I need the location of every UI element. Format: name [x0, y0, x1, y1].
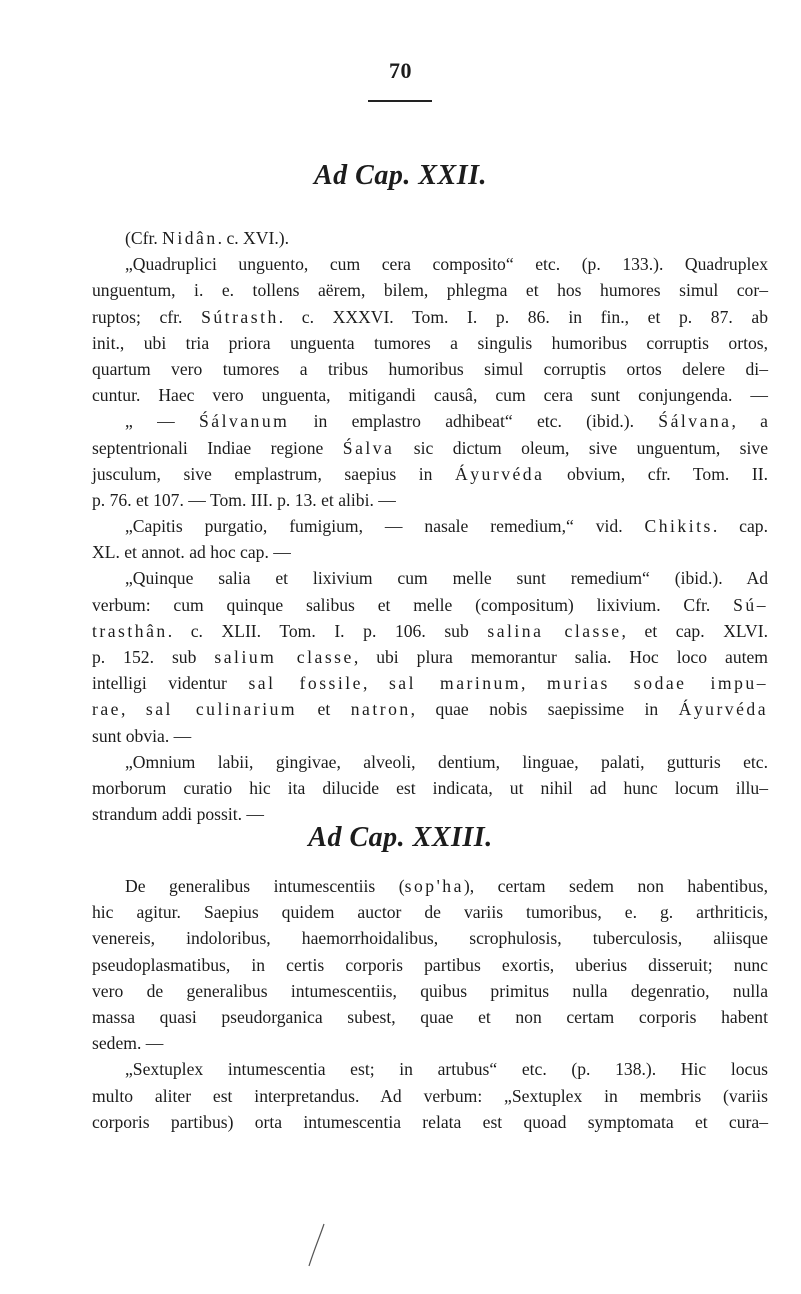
text-line [92, 251, 768, 277]
section-heading-cap-xxii: Ad Cap. XXII. [314, 160, 487, 191]
text-run: , [362, 673, 389, 694]
spaced-term: sal marinum [388, 673, 522, 694]
spaced-term: sal fossile [248, 673, 363, 694]
text-run: , [120, 699, 146, 720]
text-line [92, 382, 768, 408]
text-run: „Quinque salia et lixivium cum melle sunt remedium“ (ibid.). Ad [125, 568, 768, 589]
text-run: corporis partibus) orta intumescentia relata est quoad symptomata et cura– [92, 1111, 768, 1132]
text-line [92, 513, 768, 539]
spaced-term: natron [350, 699, 411, 720]
text-run: , quae nobis saepissime in [410, 699, 679, 720]
text-line [92, 873, 768, 899]
text-line [92, 1056, 768, 1082]
section-heading-cap-xxiii: Ad Cap. XXIII. [308, 822, 493, 853]
text-run: jusculum, sive emplastrum, saepius in [92, 463, 456, 484]
text-run: „Capitis purgatio, fumigium, — nasale remedium,“ vid. [125, 516, 645, 537]
text-line [92, 696, 768, 722]
text-run: De generalibus intumescentiis ( [125, 876, 405, 896]
text-run: „Sextuplex intumescentia est; in artubus“ etc. (p. 138.). Hic locus [125, 1059, 768, 1080]
text-run: strandum addi possit. — [92, 804, 265, 825]
spaced-term: sop'ha [404, 876, 464, 896]
text-line [92, 1004, 768, 1030]
text-run: „Omnium labii, gingivae, alveoli, dentium, linguae, palati, gutturis etc. [125, 751, 768, 772]
section-body-cap-xxiii [92, 873, 768, 1135]
spaced-term: Śálvanum [198, 411, 290, 432]
text-run: p. 76. et 107. — Tom. III. p. 13. et alibi. — [92, 489, 396, 510]
header-rule [368, 100, 432, 102]
text-line [92, 539, 768, 565]
text-run: . c. XXXVI. Tom. I. p. 86. in fin., et p. 87. ab [278, 306, 769, 327]
spaced-term: Sú– [733, 594, 768, 615]
spaced-term: Sútrasth [201, 306, 279, 327]
page-number: 70 [389, 58, 412, 83]
text-run: pseudoplasmatibus, in certis corporis partibus exortis, uberius disseruit; nunc [92, 954, 768, 975]
spaced-term: Śálvana [658, 411, 732, 432]
text-line [92, 775, 768, 801]
text-run: ), certam sedem non habentibus, [463, 876, 769, 896]
text-run: , et cap. XLVI. [621, 620, 768, 641]
text-run: sic dictum oleum, sive unguentum, sive [394, 437, 768, 458]
text-line [92, 461, 768, 487]
text-run: venereis, indoloribus, haemorrhoidalibus, scrophulosis, tuberculosis, aliisque [92, 928, 768, 949]
text-run: unguentum, i. e. tollens aërem, bilem, phlegma et hos humores simul cor– [92, 280, 768, 301]
text-line [92, 749, 768, 775]
text-line [92, 277, 768, 303]
spaced-term: salium classe [214, 647, 354, 667]
text-line [92, 565, 768, 591]
section-body-cap-xxii [92, 225, 768, 827]
spaced-term: salina classe [487, 620, 622, 641]
text-run: hic agitur. Saepius quidem auctor de variis tumoribus, e. g. arthriticis, [92, 902, 768, 923]
text-run: vero de generalibus intumescentiis, quibus primitus nulla degenratio, nulla [92, 980, 768, 1001]
text-run: obvium, cfr. Tom. II. [544, 463, 768, 484]
spaced-term: Áyurvéda [678, 699, 769, 720]
text-run: p. 152. sub [92, 647, 215, 667]
spaced-term: Śalva [342, 437, 395, 458]
text-run: . c. XVI.). [217, 228, 289, 248]
spaced-term: Nidân [162, 228, 218, 248]
text-run: , ubi plura memorantur salia. Hoc loco autem [353, 647, 768, 667]
text-line [92, 356, 768, 382]
text-run: init., ubi tria priora unguenta tumores a singulis humoribus corruptis ortos, [92, 332, 768, 353]
text-run: intelligi videntur [92, 673, 249, 694]
text-run: et [297, 699, 351, 720]
text-line [92, 330, 768, 356]
text-line [92, 225, 768, 251]
text-run: in emplastro adhibeat“ etc. (ibid.). [289, 411, 659, 432]
text-run: massa quasi pseudorganica subest, quae et non certam corporis habent [92, 1006, 768, 1027]
text-run: cuntur. Haec vero unguenta, mitigandi causâ, cum cera sunt conjungenda. — [92, 385, 768, 406]
text-run: verbum: cum quinque salibus et melle (compositum) lixivium. Cfr. [92, 594, 734, 615]
text-run: , a [731, 411, 768, 432]
text-line [92, 1109, 768, 1135]
text-line [92, 644, 768, 670]
text-line [92, 670, 768, 696]
text-line [92, 618, 768, 644]
text-line [92, 1030, 768, 1056]
text-run: multo aliter est interpretandus. Ad verbum: „Sextuplex in membris (variis [92, 1085, 768, 1106]
text-run: „ — [125, 411, 199, 432]
spaced-term: sal culinarium [145, 699, 298, 720]
text-line [92, 1083, 768, 1109]
spaced-term: rae [92, 699, 121, 720]
text-line [92, 978, 768, 1004]
text-run: sedem. — [92, 1033, 164, 1054]
spaced-term: Áyurvéda [455, 463, 545, 484]
text-run: (Cfr. [125, 228, 163, 248]
text-line [92, 487, 768, 513]
text-run: morborum curatio hic ita dilucide est indicata, ut nihil ad hunc locum illu– [92, 777, 768, 798]
spaced-term: murias sodae impu– [547, 673, 768, 694]
text-line [92, 435, 768, 461]
text-run: „Quadruplici unguento, cum cera composito“ etc. (p. 133.). Quadruplex [125, 254, 768, 275]
text-run: XL. et annot. ad hoc cap. — [92, 542, 291, 563]
pen-stroke-mark [306, 1222, 326, 1268]
text-line [92, 925, 768, 951]
spaced-term: Chikits [644, 516, 713, 537]
text-run: sunt obvia. — [92, 725, 192, 746]
text-line [92, 723, 768, 749]
text-run: , [521, 673, 547, 694]
text-run: ruptos; cfr. [92, 306, 202, 327]
text-run: . cap. [712, 516, 768, 537]
text-line [92, 304, 768, 330]
text-run: septentrionali Indiae regione [92, 437, 343, 458]
text-run: . c. XLII. Tom. I. p. 106. sub [167, 620, 488, 641]
spaced-term: trasthân [92, 620, 168, 641]
text-line [92, 952, 768, 978]
text-run: quartum vero tumores a tribus humoribus simul corruptis ortos delere di– [92, 358, 768, 379]
text-line [92, 592, 768, 618]
text-line [92, 408, 768, 434]
text-line [92, 899, 768, 925]
